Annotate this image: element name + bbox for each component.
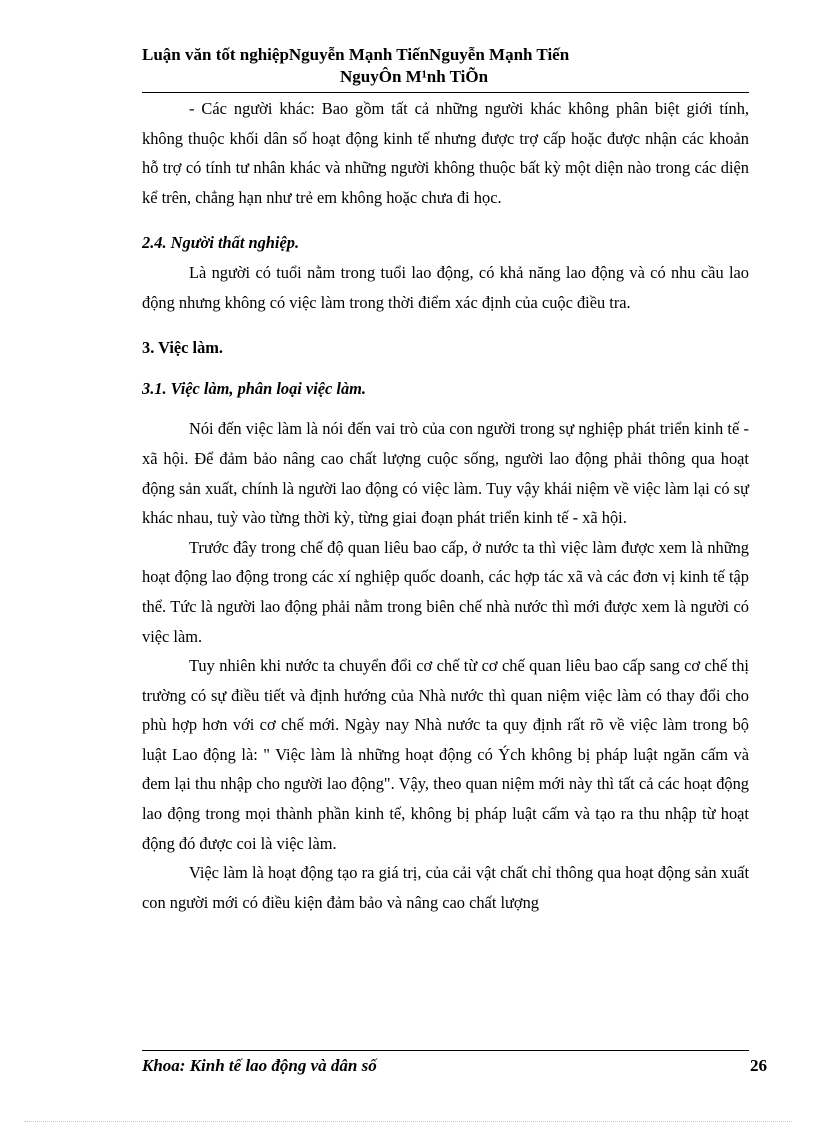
document-body	[142, 94, 749, 917]
paragraph-employment-2: Trước đây trong chế độ quan liêu bao cấp, ở nước ta thì việc làm được xem là những hoạt động lao động trong các xí nghiệp quốc doanh, các hợp tác xã và các đơn vị kinh tế tập thể. Tức là người lao động phải nằm trong biên chế nhà nước thì mới được xem là người có việc làm.	[142, 537, 749, 646]
footer-faculty: Khoa: Kinh tế lao động và dân số	[142, 1056, 377, 1075]
header-title: Luận văn tốt nghiệpNguyễn Mạnh TiếnNguyễn Mạnh Tiến	[142, 45, 570, 64]
section-heading-3: 3. Việc làm.	[142, 338, 224, 358]
page-number: 26	[750, 1056, 767, 1075]
header-author: NguyÔn M¹nh TiÕn	[340, 67, 489, 86]
paragraph-other-people: - Các người khác: Bao gồm tất cả những người khác không phân biệt giới tính, không thuộc khối dân số hoạt động kinh tế nhưng được trợ cấp hoặc được nhận các khoản hỗ trợ có tính tư nhân khác và những người không thuộc bất kỳ một diện nào trong các diện kể trên, chẳng hạn như trẻ em không hoặc chưa đi học.	[142, 99, 749, 207]
paragraph-unemployed: Là người có tuổi nằm trong tuổi lao động, có khả năng lao động và có nhu cầu lao động nhưng không có việc làm trong thời điểm xác định của cuộc điều tra.	[142, 262, 749, 312]
paragraph-employment-1: Nói đến việc làm là nói đến vai trò của con người trong sự nghiệp phát triển kinh tế - xã hội. Để đảm bảo nâng cao chất lượng cuộc sống, người lao động phải thông qua hoạt động sản xuất, chính là người lao động có việc làm. Tuy vậy khái niệm về việc làm lại có sự khác nhau, tuỳ vào từng thời kỳ, từng giai đoạn phát triển kinh tế - xã hội.	[142, 419, 749, 528]
page-footer	[142, 1053, 767, 1079]
header-rule	[142, 92, 749, 93]
footer-rule	[142, 1050, 749, 1051]
paragraph-employment-4: Việc làm là hoạt động tạo ra giá trị, của cải vật chất chỉ thông qua hoạt động sản xuất con người mới có điều kiện đảm bảo và nâng cao chất lượng	[142, 863, 749, 912]
section-heading-2-4: 2.4. Người thất nghiệp.	[142, 233, 300, 253]
page-edge-divider	[24, 1121, 792, 1122]
page-header	[142, 44, 748, 88]
section-heading-3-1: 3.1. Việc làm, phân loại việc làm.	[142, 378, 366, 398]
paragraph-employment-3: Tuy nhiên khi nước ta chuyển đổi cơ chế từ cơ chế quan liêu bao cấp sang cơ chế thị trường có sự điều tiết và định hướng của Nhà nước thì quan niệm việc làm có thay đổi cho phù hợp hơn với cơ chế mới. Ngày nay Nhà nước ta quy định rất rõ về việc làm trong bộ luật Lao động là: " Việc làm là những hoạt động có Ých không bị pháp luật ngăn cấm và đem lại thu nhập cho người lao động". Vậy, theo quan niệm mới này thì tất cả các hoạt động lao động trong mọi thành phần kinh tế, không bị pháp luật cấm và tạo ra thu nhập từ hoạt động đó được coi là việc làm.	[142, 656, 749, 853]
